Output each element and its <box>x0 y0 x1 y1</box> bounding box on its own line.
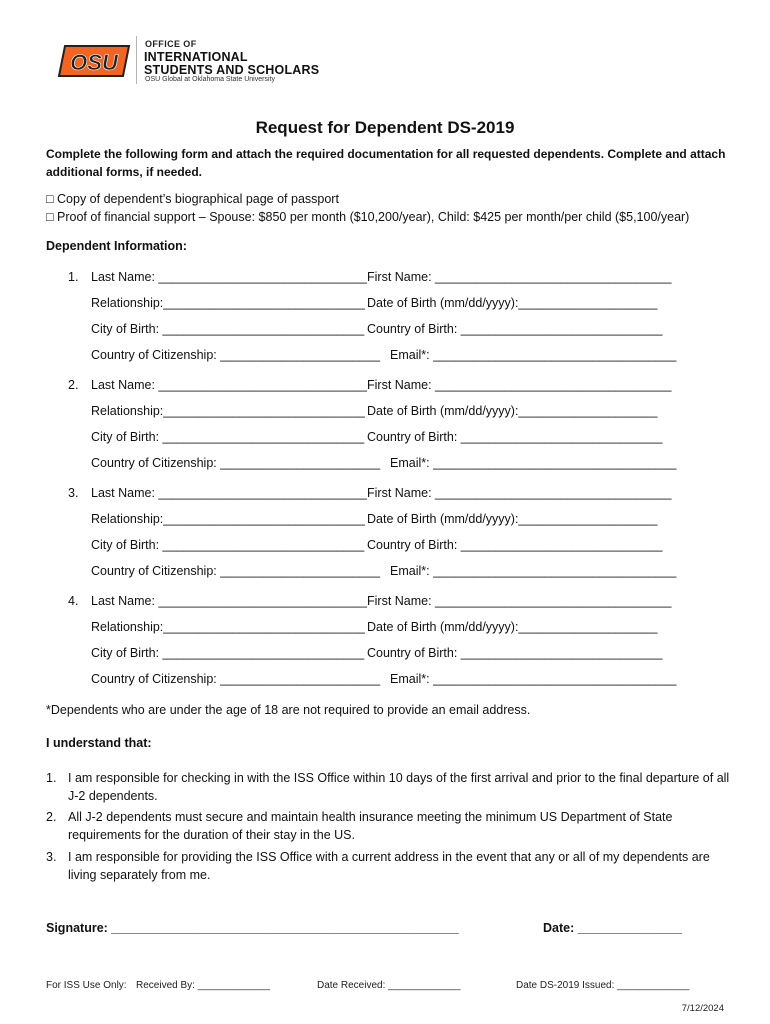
first-name-field[interactable]: First Name: __________________________________ <box>367 378 672 392</box>
date-of-birth-field[interactable]: Date of Birth (mm/dd/yyyy):____________________ <box>367 620 658 634</box>
country-of-birth-field[interactable]: Country of Birth: _____________________________ <box>367 322 663 336</box>
understand-item <box>46 808 736 844</box>
dependent-row <box>0 620 770 638</box>
dependent-row <box>0 270 770 288</box>
last-name-field[interactable]: Last Name: ______________________________ <box>91 270 367 284</box>
revision-date: 7/12/2024 <box>681 1003 724 1014</box>
org-name-line2: STUDENTS AND SCHOLARS <box>144 63 320 77</box>
form-title: Request for Dependent DS-2019 <box>255 118 515 137</box>
dependent-row <box>0 672 770 690</box>
date-of-birth-field[interactable]: Date of Birth (mm/dd/yyyy):____________________ <box>367 512 658 526</box>
understand-item-text: All J-2 dependents must secure and maintain health insurance meeting the minimum US Department of State requirements for the duration of their stay in the US. <box>68 810 673 842</box>
dependent-number: 2. <box>68 378 79 392</box>
dependent-info-heading: Dependent Information: <box>46 239 187 253</box>
dependent-row <box>0 646 770 664</box>
country-of-citizenship-field[interactable]: Country of Citizenship: _______________________ <box>91 348 381 362</box>
understand-item <box>46 769 736 805</box>
understand-item-number: 3. <box>46 850 57 864</box>
date-of-birth-field[interactable]: Date of Birth (mm/dd/yyyy):____________________ <box>367 296 658 310</box>
dependent-row <box>0 512 770 530</box>
dependent-row <box>0 538 770 556</box>
understand-item <box>46 848 736 884</box>
dependent-row <box>0 348 770 366</box>
city-of-birth-field[interactable]: City of Birth: _____________________________ <box>91 538 365 552</box>
ds2019-issued-field[interactable]: Date DS-2019 Issued: _____________ <box>516 980 690 991</box>
dependent-row <box>0 404 770 422</box>
last-name-field[interactable]: Last Name: ______________________________ <box>91 594 367 608</box>
financial-support-checkbox-item[interactable]: □ Proof of financial support – Spouse: $850 per month ($10,200/year), Child: $425 per month/per child ($5,100/year) <box>46 210 690 224</box>
received-by-field[interactable]: Received By: _____________ <box>136 980 270 991</box>
email-field[interactable]: Email*: ___________________________________ <box>390 456 677 470</box>
dependent-row <box>0 594 770 612</box>
understand-item-number: 2. <box>46 810 57 824</box>
email-field[interactable]: Email*: ___________________________________ <box>390 564 677 578</box>
relationship-field[interactable]: Relationship:_____________________________ <box>91 512 365 526</box>
osu-logo <box>57 40 132 82</box>
signature-field[interactable]: Signature: __________________________________________________ <box>46 921 459 935</box>
understand-item-text: I am responsible for providing the ISS Office with a current address in the event that any or all of my dependents are living separately from me. <box>68 850 710 882</box>
relationship-field[interactable]: Relationship:_____________________________ <box>91 404 365 418</box>
country-of-citizenship-field[interactable]: Country of Citizenship: _______________________ <box>91 456 381 470</box>
dependent-row <box>0 456 770 474</box>
header-divider <box>136 36 137 84</box>
office-of-label: OFFICE OF <box>145 39 197 49</box>
logo-lettering: OSU <box>70 50 118 75</box>
dependent-row <box>0 378 770 396</box>
passport-checkbox-item[interactable]: □ Copy of dependent’s biographical page of passport <box>46 192 339 206</box>
understand-heading: I understand that: <box>46 736 152 750</box>
date-received-field[interactable]: Date Received: _____________ <box>317 980 461 991</box>
city-of-birth-field[interactable]: City of Birth: _____________________________ <box>91 322 365 336</box>
country-of-birth-field[interactable]: Country of Birth: _____________________________ <box>367 430 663 444</box>
city-of-birth-field[interactable]: City of Birth: _____________________________ <box>91 430 365 444</box>
dependent-row <box>0 564 770 582</box>
dependent-number: 1. <box>68 270 79 284</box>
email-field[interactable]: Email*: ___________________________________ <box>390 348 677 362</box>
understand-item-text: I am responsible for checking in with the ISS Office within 10 days of the first arrival and prior to the final departure of all J-2 dependents. <box>68 771 730 803</box>
dependent-row <box>0 322 770 340</box>
dependent-row <box>0 430 770 448</box>
relationship-field[interactable]: Relationship:_____________________________ <box>91 296 365 310</box>
last-name-field[interactable]: Last Name: ______________________________ <box>91 378 367 392</box>
country-of-citizenship-field[interactable]: Country of Citizenship: _______________________ <box>91 564 381 578</box>
city-of-birth-field[interactable]: City of Birth: _____________________________ <box>91 646 365 660</box>
iss-use-label: For ISS Use Only: <box>46 980 127 991</box>
first-name-field[interactable]: First Name: __________________________________ <box>367 270 672 284</box>
first-name-field[interactable]: First Name: __________________________________ <box>367 594 672 608</box>
date-of-birth-field[interactable]: Date of Birth (mm/dd/yyyy):____________________ <box>367 404 658 418</box>
dependent-row <box>0 296 770 314</box>
form-instructions: Complete the following form and attach the required documentation for all requested dependents. Complete and attach additional forms, if needed. <box>46 147 726 179</box>
email-field[interactable]: Email*: ___________________________________ <box>390 672 677 686</box>
country-of-birth-field[interactable]: Country of Birth: _____________________________ <box>367 646 663 660</box>
first-name-field[interactable]: First Name: __________________________________ <box>367 486 672 500</box>
country-of-birth-field[interactable]: Country of Birth: _____________________________ <box>367 538 663 552</box>
date-field[interactable]: Date: _______________ <box>543 921 683 935</box>
dependent-row <box>0 486 770 504</box>
last-name-field[interactable]: Last Name: ______________________________ <box>91 486 367 500</box>
understand-item-number: 1. <box>46 771 57 785</box>
org-name-line1: INTERNATIONAL <box>144 50 248 64</box>
relationship-field[interactable]: Relationship:_____________________________ <box>91 620 365 634</box>
country-of-citizenship-field[interactable]: Country of Citizenship: _______________________ <box>91 672 381 686</box>
org-subtitle: OSU Global at Oklahoma State University <box>145 76 275 83</box>
dependent-number: 3. <box>68 486 79 500</box>
email-note: *Dependents who are under the age of 18 are not required to provide an email address. <box>46 703 531 717</box>
dependent-number: 4. <box>68 594 79 608</box>
